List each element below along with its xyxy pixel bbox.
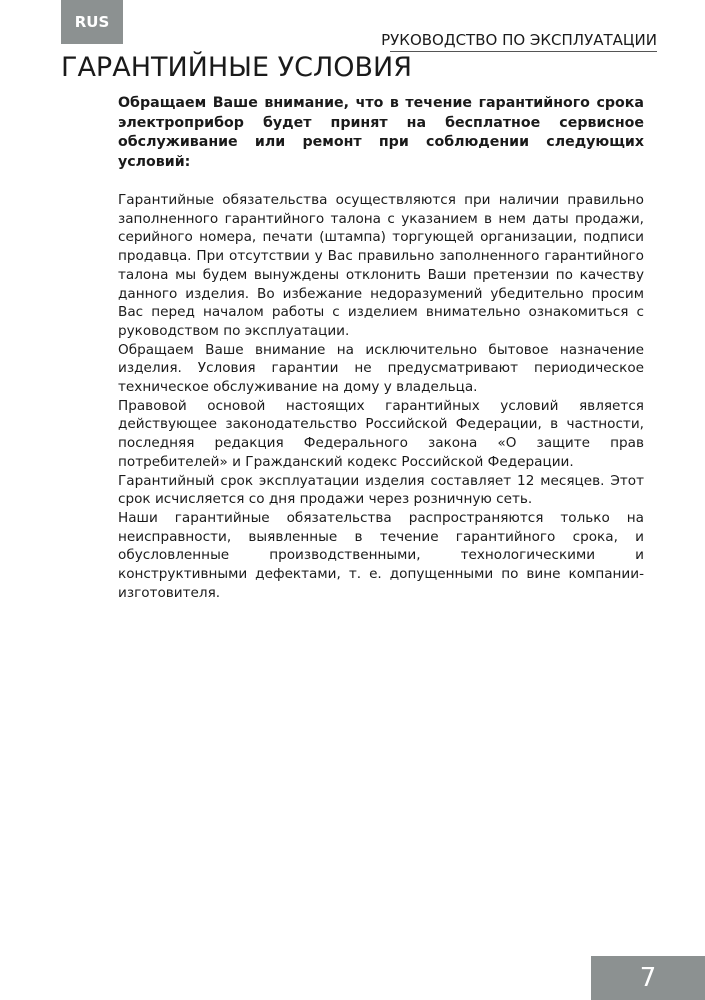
header-rule [390, 51, 657, 52]
language-tab: RUS [61, 0, 123, 44]
paragraph-household-use: Обращаем Ваше внимание на исключительно бытовое назначение изделия. Условия гарантии не предусматривают периодическое техническое обслуживание на дому у владельца. [118, 341, 644, 396]
paragraph-legal-basis: Правовой основой настоящих гарантийных условий является действующее законодательство Российской Федерации, в частности, последняя редакция Федерального закона «О защите прав потребителей» и Гражданский кодекс Российской Федерации. [118, 397, 644, 470]
intro-paragraph: Обращаем Ваше внимание, что в течение гарантийного срока электроприбор будет принят на бесплатное сервисное обслуживание или ремонт при соблюдении следующих условий: [118, 95, 644, 170]
manual-title: РУКОВОДСТВО ПО ЭКСПЛУАТАЦИИ [381, 31, 657, 49]
paragraph-warranty-scope: Наши гарантийные обязательства распространяются только на неисправности, выявленные в течение гарантийного срока, и обусловленные производственными, технологическими и конструктивными дефектами, т. е. допущенными по вине компании-изготовителя. [118, 509, 644, 601]
content-body [118, 94, 644, 602]
paragraphs [118, 191, 644, 602]
page-number: 7 [591, 956, 705, 1000]
paragraph-warranty-card: Гарантийные обязательства осуществляются при наличии правильно заполненного гарантийного талона с указанием в нем даты продажи, серийного номера, печати (штампа) торгующей организации, подписи продавца. При отсутствии у Вас правильно заполненного гарантийного талона мы будем вынуждены отклонить Ваши претензии по качеству данного изделия. Во избежание недоразумений убедительно просим Вас перед началом работы с изделием внимательно ознакомиться с руководством по эксплуатации. [118, 192, 644, 339]
paragraph-warranty-period: Гарантийный срок эксплуатации изделия составляет 12 месяцев. Этот срок исчисляется со дня продажи через розничную сеть. [118, 472, 644, 508]
page-title: ГАРАНТИЙНЫЕ УСЛОВИЯ [61, 52, 412, 83]
